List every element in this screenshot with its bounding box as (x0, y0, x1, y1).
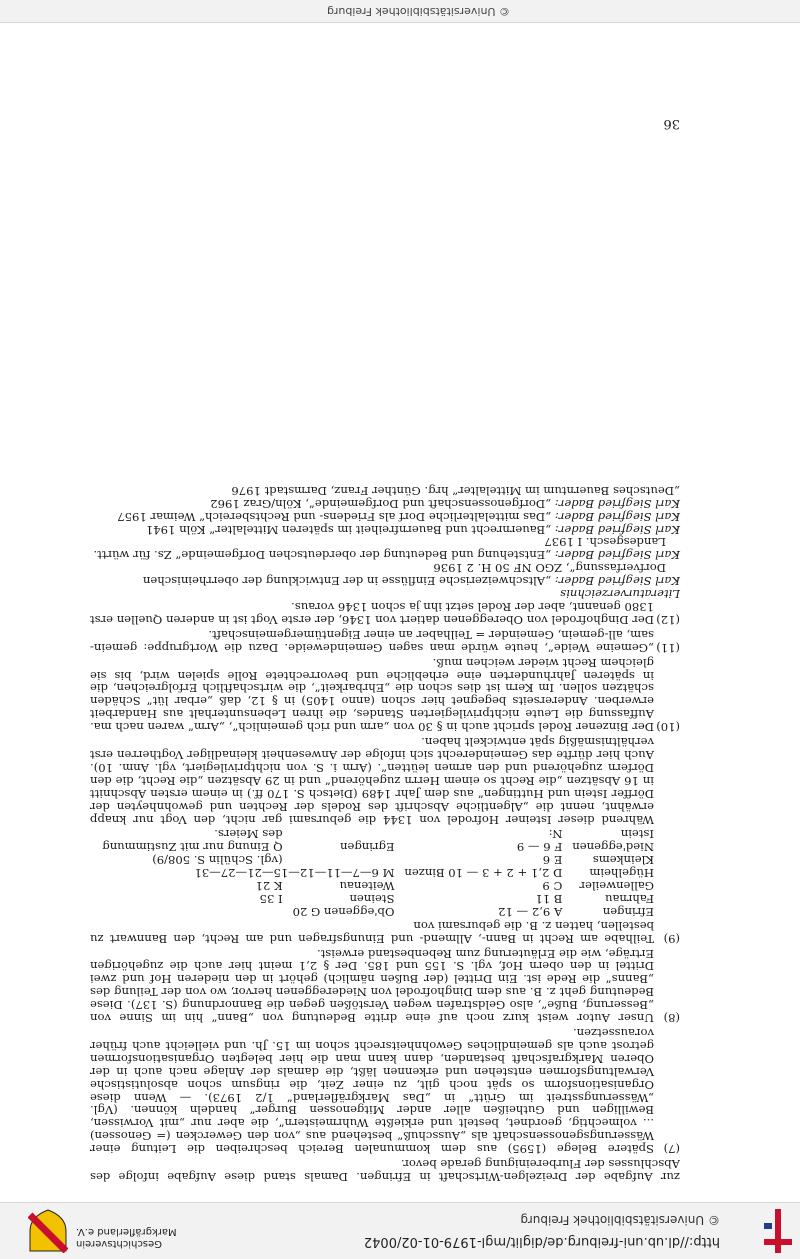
table-cell: Gallenweiler (579, 879, 654, 894)
table-cell: Hügelheim (589, 866, 654, 881)
table-cell: D 2,1 + 2 + 3 — 10 Binzen (404, 866, 563, 881)
footnote-text: Der Dinghofrodel von Obereggenen datiert von 1346, der erste Vogt ist in anderen Quellen erst 1380 genannt, aber der Rodel setzt ihn ja schon 1346 voraus. (90, 600, 654, 627)
village-table (92, 828, 654, 918)
footnote-9-continued (90, 735, 680, 825)
footnote-12 (90, 600, 680, 626)
footnote-text: Der Binzener Rodel spricht auch in § 30 von „arm und rich gemeinlich“, „Arm“ waren nach ma. Auffassung die Leute nichtprivilegierten Standes, die ihren Lebensunterhalt aus Handarbeit erwerben. Andererseits begegnet hier schon (anno 1405) in § 12, daß „erbar lüt“ Schäden schätzen sollen. Im Kern ist dies schon die „Ehrbarkeit“, die wirtschaftlich Erfolgreichen, die in späteren Jahrhunderten eine erhebliche und bevorrechtete Rolle spielen wird, bis sie gleichem Recht wieder weichen muß. (90, 655, 654, 735)
table-cell (283, 828, 395, 841)
footnote-number: (10) (656, 720, 680, 735)
footnote-number: (7) (663, 1142, 680, 1157)
table-cell: Q Einung nur mit Zustimmung (102, 840, 283, 855)
literature-author: Karl Siegfried Bader: (554, 574, 680, 589)
table-cell: Ob'eggenen G 20 (292, 904, 395, 919)
table-cell: F 6 — 9 (516, 840, 563, 855)
society-name (76, 1225, 196, 1249)
viewer-header (0, 1202, 800, 1259)
literature-entry (90, 561, 680, 587)
table-row (92, 866, 654, 879)
footnote-text: Teilhabe am Recht in Bann-, Allmend- und Einungsfragen und am Recht, den Bannwart zu bestellen, hatten z. B. die gebursami von (90, 918, 654, 946)
footnote-7 (90, 1026, 680, 1155)
literature-entry (90, 497, 680, 510)
literature-entry (90, 510, 680, 523)
society-name-line-2: Markgräflerland e.V. (76, 1226, 177, 1237)
table-row (92, 905, 654, 918)
footer-copyright: © Universitätsbibliothek Freiburg (327, 5, 510, 18)
table-cell: K 21 (255, 879, 283, 894)
university-logo-icon (760, 1207, 796, 1255)
literature-author: Karl Siegfried Bader: (554, 548, 680, 563)
table-row (92, 879, 654, 892)
literature-author: Karl Siegfried Bader: (554, 509, 680, 524)
table-cell: Fahrnau (604, 891, 654, 906)
table-cell: N: (548, 827, 563, 842)
table-cell: Egringen (340, 840, 395, 855)
table-row (92, 840, 654, 853)
table-cell: (vgl. Schülin S. 508/9) (152, 853, 283, 868)
footnote-11 (90, 628, 680, 654)
document-url[interactable]: http://dl.ub.uni-freiburg.de/diglit/mgl-1979-01-02/0042 (363, 1234, 720, 1249)
literature-entry (90, 536, 680, 562)
footnote-number: (12) (656, 612, 680, 627)
footnote-9 (90, 919, 680, 945)
footnote-text: „Gemeine Weide“, heute würde man sagen Gemeindeweide. Dazu die Wortgruppe: gemein-sam, all-gemein, Gemeinder = Teilhaber an einer Eigentümergemeinschaft. (90, 627, 654, 655)
table-cell: C 9 (542, 879, 563, 894)
table-cell: A 9,2 — 12 (498, 904, 563, 919)
footnote-text: Unser Autor weist kurz noch auf eine dritte Bedeutung von „Bann“ hin im Sinne von „Besserung, Buße“, also Geldstrafen wegen Verstößen gegen die Bannordnung (S. 137). Diese Bedeutung geht z. B. aus dem Dinghofrodel von Niedereggenen hervor, wo von der Teilung des „Banns“ die Rede ist. Ein Drittel (der Bußen nämlich) gehört in den niederen Hof und zwei Drittel in den obern Hof, vgl. S. 155 und 185. Der § 2,1 meint hier auch die zugehörigen Erträge, wie die Erläuterung zum Rebenbestand erweist. (90, 946, 654, 1026)
literature-title: „Bauernrecht und Bauernfreiheit im späteren Mittelalter“ Köln 1941 (145, 522, 552, 537)
literature-title: „Deutsches Bauerntum im Mittelalter“ hrg. Günther Franz, Darmstadt 1976 (231, 483, 680, 498)
footnote-number: (8) (663, 1011, 680, 1026)
literature-entry (90, 523, 680, 536)
document-page (90, 484, 680, 1183)
table-cell (283, 853, 395, 866)
table-cell: B 11 (535, 891, 563, 906)
table-cell: Efringen (602, 904, 654, 919)
table-cell: Nied'eggenen (572, 840, 654, 855)
copyright-notice: © Universitätsbibliothek Freiburg (520, 1213, 720, 1227)
table-cell: M 6—7—11—12—15—21—27—31 (194, 866, 395, 881)
literature-entry (90, 484, 680, 497)
society-name-line-1: Geschichtsverein (76, 1238, 162, 1249)
literature-author: Karl Siegfried Bader: (554, 496, 680, 511)
table-cell: des Meiers. (214, 827, 283, 842)
literature-title: „Das mittelalterliche Dorf als Friedens- und Rechtsbereich“ Weimar 1957 (117, 509, 552, 524)
table-cell (92, 905, 282, 918)
viewer-footer (0, 0, 800, 23)
intro-paragraph: zur Aufgabe der Dreizelgen-Wirtschaft in Efringen. Damals stand diese Aufgabe infolge des Abschlusses der Flurbereinigung gerade bevor. (90, 1157, 680, 1184)
literature-author: Karl Siegfried Bader: (554, 522, 680, 537)
literature-heading: Literaturverzeichnis (560, 587, 680, 602)
table-cell: Kleinkems (592, 853, 654, 868)
footnote-number: (9) (663, 931, 680, 946)
table-row (92, 892, 654, 905)
table-cell: Weitenau (339, 879, 395, 894)
footnote-number: (11) (656, 640, 680, 655)
literature-title: „Altschweizerische Einflüsse in der Entwicklung der oberrheinischen Dorfverfassung“, ZGO NF 50 H. 2 1936 (142, 561, 666, 589)
table-row (92, 853, 654, 866)
table-cell: E 6 (542, 853, 563, 868)
table-cell: I 35 (259, 891, 283, 906)
page-number: 36 (663, 116, 680, 131)
table-cell: Istein (620, 827, 654, 842)
footnote-10 (90, 656, 680, 733)
table-cell: Steinen (349, 891, 395, 906)
table-row (92, 828, 654, 841)
footnote-text: Spätere Belege (1595) aus dem kommunalen Bereich beschreiben die Leitung einer Wässerungsgenossenschaft als „Ausschuß“ bestehend aus „von den Gewercken (= Genossen) ... volmechtig, geordnet, bestelt und erkießte Wuhrmeistern“, die aber nur „mit Vorwissen, Bewilligen und Gutheißen aller ander Mitgenossen Burger“ handeln können. (Vgl. „Wässerungsstreit im Grütt“ in „Das Markgräflerland“ 1/2 1973). — Wenn diese Organisationsform so spät noch gilt, zu einer Zeit, die ringsum schon absolutistische Verwaltungsformen entstehen und erkennen läßt, die damals der Anlage nach auch in der Oberen Markgrafschaft bestanden, dann kann man die hier belegten Organisationsformen getrost auch als gemeindliches Gewohnheitsrecht schon im 15. Jh. und vielleicht auch früher voraussetzen. (90, 1026, 654, 1157)
society-coat-of-arms-icon (28, 1209, 68, 1253)
footnote-text: Während dieser Isteiner Hofrodel von 1344 die gebursami gar nicht, den Vogt nur knapp erwähnt, nennt die „Algentliche Abschrift des Rodels der Rechten und gewohnheyten der Dörffer Istein und Huttingen“ aus dem Jahr 1489 (Dietsch S. 170 ff.) in einem ersten Abschnitt in 16 Absätzen „die Recht so einem Herrn zugehörend“ und in 29 Absätzen „die Recht, die den Dörfern zugehörend und den armen leütten“. (Arm i. S. von nichtprivilegiert, vgl. Anm. 10). Auch hier dürfte das Gemeinderecht sich infolge der Anwesenheit kleinadliger Vogtherren erst verhältnismäßig spät entwickelt haben. (90, 735, 654, 827)
literature-title: „Entstehung und Bedeutung der oberdeutschen Dorfgemeinde“ Zs. für württ. Landesgesch. I 1937 (93, 535, 666, 563)
literature-title: „Dorfgenossenschaft und Dorfgemeinde“, Köln/Graz 1962 (210, 496, 552, 511)
footnote-8 (90, 947, 680, 1024)
